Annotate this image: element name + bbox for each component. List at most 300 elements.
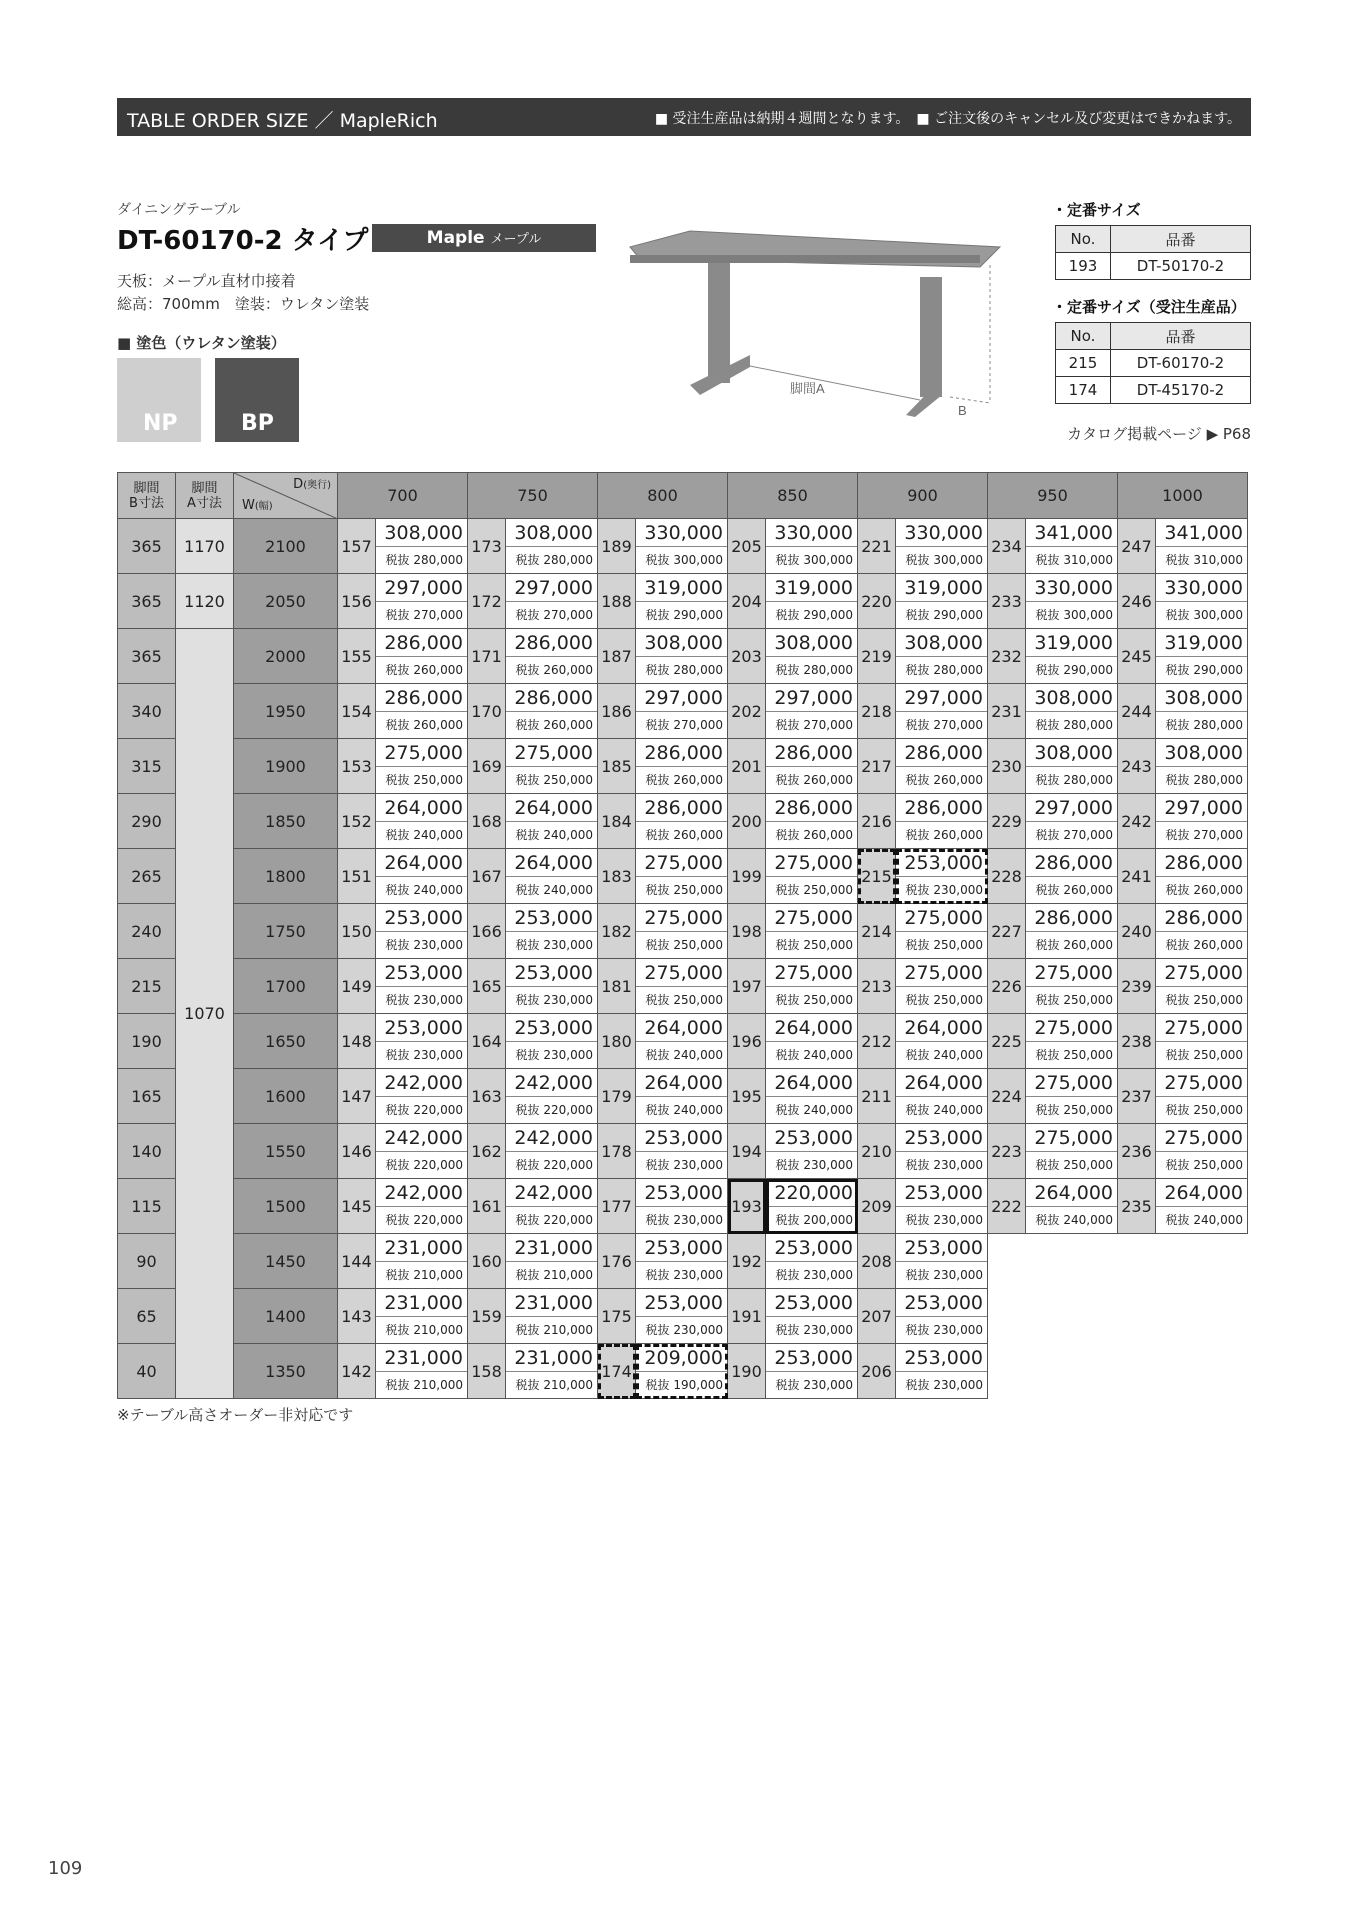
tax-value: 280,000: [933, 663, 983, 677]
tax-value: 220,000: [413, 1158, 463, 1172]
item-number[interactable]: 174: [598, 1344, 636, 1399]
item-number[interactable]: 216: [858, 794, 896, 849]
price-cell[interactable]: [896, 1124, 988, 1179]
tax-excluded-price: [636, 767, 727, 793]
tax-excluded-price: [766, 602, 857, 628]
price-cell[interactable]: [506, 959, 598, 1014]
item-number[interactable]: 233: [988, 574, 1026, 629]
price: 242,000: [506, 1069, 597, 1097]
price-cell[interactable]: [766, 959, 858, 1014]
price-cell[interactable]: [896, 959, 988, 1014]
item-number[interactable]: 168: [468, 794, 506, 849]
price-cell[interactable]: [1156, 739, 1248, 794]
price-cell[interactable]: [1026, 684, 1118, 739]
price-cell[interactable]: [766, 739, 858, 794]
price-cell[interactable]: [766, 1069, 858, 1124]
tax-prefix: 税抜: [385, 1048, 414, 1062]
price-cell[interactable]: [896, 1069, 988, 1124]
tax-prefix: 税抜: [515, 828, 544, 842]
price-cell[interactable]: [506, 519, 598, 574]
price-cell[interactable]: [1026, 959, 1118, 1014]
price-cell[interactable]: [1026, 739, 1118, 794]
price: 264,000: [636, 1069, 727, 1097]
item-number[interactable]: 219: [858, 629, 896, 684]
tax-value: 280,000: [543, 553, 593, 567]
price: 231,000: [376, 1234, 467, 1262]
item-number[interactable]: 193: [728, 1179, 766, 1234]
price-cell[interactable]: [506, 1234, 598, 1289]
tax-value: 290,000: [803, 608, 853, 622]
price-cell[interactable]: [1156, 574, 1248, 629]
item-number[interactable]: 190: [728, 1344, 766, 1399]
price-cell[interactable]: [376, 849, 468, 904]
tax-excluded-price: [1156, 1097, 1247, 1123]
item-number[interactable]: 217: [858, 739, 896, 794]
tax-prefix: 税抜: [775, 1103, 804, 1117]
price-cell[interactable]: [636, 1289, 728, 1344]
price-cell[interactable]: [636, 739, 728, 794]
price: 286,000: [1156, 904, 1247, 932]
price-cell[interactable]: [1026, 849, 1118, 904]
price-cell[interactable]: [1026, 519, 1118, 574]
price-cell[interactable]: [376, 684, 468, 739]
item-number[interactable]: 234: [988, 519, 1026, 574]
price-cell[interactable]: [1026, 1014, 1118, 1069]
item-number[interactable]: 223: [988, 1124, 1026, 1179]
item-number[interactable]: 181: [598, 959, 636, 1014]
a-size: 1070: [176, 629, 234, 1399]
item-number[interactable]: 150: [338, 904, 376, 959]
price-cell[interactable]: [766, 1344, 858, 1399]
price-cell[interactable]: [376, 1289, 468, 1344]
b-size: 290: [118, 794, 176, 849]
price-cell[interactable]: [896, 1289, 988, 1344]
tax-value: 260,000: [413, 718, 463, 732]
price-cell[interactable]: [1026, 574, 1118, 629]
tax-prefix: 税抜: [905, 993, 934, 1007]
price-cell[interactable]: [506, 629, 598, 684]
b-size: 215: [118, 959, 176, 1014]
price-cell[interactable]: [766, 1289, 858, 1344]
price-cell[interactable]: [506, 1344, 598, 1399]
tax-value: 230,000: [933, 883, 983, 897]
price-cell[interactable]: [506, 1124, 598, 1179]
price-cell[interactable]: [896, 849, 988, 904]
price-cell[interactable]: [636, 684, 728, 739]
price-cell[interactable]: [376, 1234, 468, 1289]
item-number[interactable]: 184: [598, 794, 636, 849]
item-number[interactable]: 157: [338, 519, 376, 574]
b-size: 315: [118, 739, 176, 794]
item-number[interactable]: 154: [338, 684, 376, 739]
item-number[interactable]: 183: [598, 849, 636, 904]
item-number[interactable]: 238: [1118, 1014, 1156, 1069]
item-number[interactable]: 143: [338, 1289, 376, 1344]
price-cell[interactable]: [376, 1069, 468, 1124]
price-cell[interactable]: [766, 574, 858, 629]
tax-excluded-price: [376, 877, 467, 903]
item-number[interactable]: 200: [728, 794, 766, 849]
price: 275,000: [896, 959, 987, 987]
price-cell[interactable]: [636, 794, 728, 849]
price-cell[interactable]: [376, 1014, 468, 1069]
header-notice: ■ 受注生産品は納期４週間となります。 ■ ご注文後のキャンセル及び変更はできかねます。: [654, 111, 1241, 127]
item-number[interactable]: 247: [1118, 519, 1156, 574]
item-number[interactable]: 222: [988, 1179, 1026, 1234]
tax-prefix: 税抜: [1165, 773, 1194, 787]
spec-height: 総高：700mm 塗装：ウレタン塗装: [117, 295, 370, 313]
price-cell[interactable]: [1026, 1069, 1118, 1124]
price-cell[interactable]: [896, 574, 988, 629]
price-cell[interactable]: [636, 1344, 728, 1399]
price-cell[interactable]: [506, 739, 598, 794]
price-cell[interactable]: [1026, 1124, 1118, 1179]
price-cell[interactable]: [506, 1179, 598, 1234]
item-number[interactable]: 171: [468, 629, 506, 684]
price-cell[interactable]: [896, 519, 988, 574]
item-number[interactable]: 160: [468, 1234, 506, 1289]
item-number[interactable]: 237: [1118, 1069, 1156, 1124]
tax-prefix: 税抜: [1035, 1158, 1064, 1172]
price-cell[interactable]: [766, 794, 858, 849]
item-number[interactable]: 156: [338, 574, 376, 629]
item-number[interactable]: 166: [468, 904, 506, 959]
item-number[interactable]: 172: [468, 574, 506, 629]
price-cell[interactable]: [376, 959, 468, 1014]
item-number[interactable]: 148: [338, 1014, 376, 1069]
tax-value: 240,000: [413, 883, 463, 897]
b-size: 190: [118, 1014, 176, 1069]
item-number[interactable]: 175: [598, 1289, 636, 1344]
price: 209,000: [636, 1344, 727, 1372]
price-cell[interactable]: [506, 1014, 598, 1069]
tax-value: 280,000: [1063, 718, 1113, 732]
price-cell[interactable]: [506, 684, 598, 739]
item-number[interactable]: 189: [598, 519, 636, 574]
price-cell[interactable]: [506, 574, 598, 629]
item-number[interactable]: 224: [988, 1069, 1026, 1124]
tax-excluded-price: [636, 547, 727, 573]
item-number[interactable]: 209: [858, 1179, 896, 1234]
item-number[interactable]: 232: [988, 629, 1026, 684]
item-number[interactable]: 196: [728, 1014, 766, 1069]
price-cell[interactable]: [636, 574, 728, 629]
price: 220,000: [766, 1179, 857, 1207]
item-number[interactable]: 180: [598, 1014, 636, 1069]
tax-value: 230,000: [543, 1048, 593, 1062]
tax-excluded-price: [506, 877, 597, 903]
price-cell[interactable]: [636, 904, 728, 959]
item-number[interactable]: 161: [468, 1179, 506, 1234]
item-number[interactable]: 236: [1118, 1124, 1156, 1179]
price-cell[interactable]: [1026, 794, 1118, 849]
price-cell[interactable]: [636, 1179, 728, 1234]
price-cell[interactable]: [636, 1014, 728, 1069]
price-cell[interactable]: [376, 574, 468, 629]
price-cell[interactable]: [506, 1289, 598, 1344]
item-number[interactable]: 195: [728, 1069, 766, 1124]
price-cell[interactable]: [896, 1234, 988, 1289]
price: 253,000: [506, 959, 597, 987]
item-number[interactable]: 179: [598, 1069, 636, 1124]
item-number[interactable]: 244: [1118, 684, 1156, 739]
item-number[interactable]: 177: [598, 1179, 636, 1234]
price-cell[interactable]: [1026, 629, 1118, 684]
item-number[interactable]: 211: [858, 1069, 896, 1124]
item-number[interactable]: 240: [1118, 904, 1156, 959]
price-cell[interactable]: [896, 1014, 988, 1069]
item-number[interactable]: 246: [1118, 574, 1156, 629]
price-cell[interactable]: [636, 519, 728, 574]
price-cell[interactable]: [376, 519, 468, 574]
tax-value: 210,000: [543, 1323, 593, 1337]
item-number[interactable]: 204: [728, 574, 766, 629]
price-cell[interactable]: [1156, 1069, 1248, 1124]
tax-prefix: 税抜: [515, 938, 544, 952]
empty-cell: [1026, 1344, 1118, 1399]
tax-prefix: 税抜: [515, 1048, 544, 1062]
item-number[interactable]: 230: [988, 739, 1026, 794]
tax-prefix: 税抜: [385, 718, 414, 732]
b-size: 115: [118, 1179, 176, 1234]
tax-value: 260,000: [933, 773, 983, 787]
item-number[interactable]: 165: [468, 959, 506, 1014]
item-number[interactable]: 152: [338, 794, 376, 849]
price-cell[interactable]: [896, 629, 988, 684]
item-number[interactable]: 167: [468, 849, 506, 904]
item-number[interactable]: 229: [988, 794, 1026, 849]
tax-prefix: 税抜: [385, 1158, 414, 1172]
price-cell[interactable]: [376, 794, 468, 849]
item-number[interactable]: 162: [468, 1124, 506, 1179]
price: 264,000: [1156, 1179, 1247, 1207]
price-cell[interactable]: [1156, 629, 1248, 684]
tax-prefix: 税抜: [775, 1323, 804, 1337]
item-number[interactable]: 163: [468, 1069, 506, 1124]
item-number[interactable]: 226: [988, 959, 1026, 1014]
price-cell[interactable]: [1156, 904, 1248, 959]
tax-excluded-price: [636, 1152, 727, 1178]
empty-cell: [988, 1344, 1026, 1399]
price-cell[interactable]: [376, 739, 468, 794]
item-number[interactable]: 158: [468, 1344, 506, 1399]
price-cell[interactable]: [506, 794, 598, 849]
tax-prefix: 税抜: [645, 993, 674, 1007]
price: 242,000: [506, 1124, 597, 1152]
item-number[interactable]: 147: [338, 1069, 376, 1124]
item-number[interactable]: 192: [728, 1234, 766, 1289]
price-cell[interactable]: [636, 959, 728, 1014]
tax-value: 290,000: [673, 608, 723, 622]
price-cell[interactable]: [896, 684, 988, 739]
tax-value: 280,000: [413, 553, 463, 567]
tax-excluded-price: [376, 1097, 467, 1123]
price-cell[interactable]: [766, 1234, 858, 1289]
price-cell[interactable]: [506, 904, 598, 959]
price-cell[interactable]: [1156, 794, 1248, 849]
b-size: 365: [118, 519, 176, 574]
tax-prefix: 税抜: [515, 883, 544, 897]
item-number[interactable]: 243: [1118, 739, 1156, 794]
price: 275,000: [1026, 1124, 1117, 1152]
price-cell[interactable]: [766, 849, 858, 904]
item-number[interactable]: 241: [1118, 849, 1156, 904]
item-number[interactable]: 149: [338, 959, 376, 1014]
price: 319,000: [766, 574, 857, 602]
item-number[interactable]: 146: [338, 1124, 376, 1179]
item-number[interactable]: 201: [728, 739, 766, 794]
item-number[interactable]: 164: [468, 1014, 506, 1069]
price-cell[interactable]: [376, 629, 468, 684]
item-number[interactable]: 169: [468, 739, 506, 794]
item-number[interactable]: 239: [1118, 959, 1156, 1014]
price-cell[interactable]: [766, 519, 858, 574]
tax-value: 230,000: [673, 1213, 723, 1227]
order-no: 215: [1056, 350, 1111, 377]
price-cell[interactable]: [506, 849, 598, 904]
item-number[interactable]: 197: [728, 959, 766, 1014]
item-number[interactable]: 215: [858, 849, 896, 904]
price: 275,000: [636, 849, 727, 877]
item-number[interactable]: 194: [728, 1124, 766, 1179]
w-size: 2100: [234, 519, 338, 574]
price-cell[interactable]: [896, 1179, 988, 1234]
price-cell[interactable]: [896, 904, 988, 959]
item-number[interactable]: 214: [858, 904, 896, 959]
item-number[interactable]: 178: [598, 1124, 636, 1179]
price-cell[interactable]: [1156, 1179, 1248, 1234]
price-cell[interactable]: [766, 1179, 858, 1234]
item-number[interactable]: 199: [728, 849, 766, 904]
item-number[interactable]: 213: [858, 959, 896, 1014]
item-number[interactable]: 173: [468, 519, 506, 574]
item-number[interactable]: 198: [728, 904, 766, 959]
price-cell[interactable]: [636, 629, 728, 684]
item-number[interactable]: 206: [858, 1344, 896, 1399]
item-number[interactable]: 142: [338, 1344, 376, 1399]
price-cell[interactable]: [896, 739, 988, 794]
tax-value: 250,000: [543, 773, 593, 787]
item-number[interactable]: 208: [858, 1234, 896, 1289]
tax-excluded-price: [766, 657, 857, 683]
price-cell[interactable]: [1026, 904, 1118, 959]
price-cell[interactable]: [376, 1344, 468, 1399]
price-cell[interactable]: [766, 629, 858, 684]
price-cell[interactable]: [636, 849, 728, 904]
price: 231,000: [506, 1344, 597, 1372]
tax-excluded-price: [636, 932, 727, 958]
price-cell[interactable]: [766, 684, 858, 739]
item-number[interactable]: 242: [1118, 794, 1156, 849]
tax-excluded-price: [896, 657, 987, 683]
price: 275,000: [896, 904, 987, 932]
price-cell[interactable]: [506, 1069, 598, 1124]
price: 308,000: [636, 629, 727, 657]
tax-excluded-price: [1026, 657, 1117, 683]
item-number[interactable]: 205: [728, 519, 766, 574]
price-cell[interactable]: [636, 1124, 728, 1179]
item-number[interactable]: 159: [468, 1289, 506, 1344]
item-number[interactable]: 235: [1118, 1179, 1156, 1234]
swatch-np[interactable]: [117, 358, 201, 442]
tax-prefix: 税抜: [775, 883, 804, 897]
tax-value: 230,000: [933, 1213, 983, 1227]
swatch-bp[interactable]: [215, 358, 299, 442]
item-number[interactable]: 188: [598, 574, 636, 629]
price-cell[interactable]: [1156, 849, 1248, 904]
tax-value: 250,000: [673, 883, 723, 897]
tax-prefix: 税抜: [515, 1323, 544, 1337]
item-number[interactable]: 182: [598, 904, 636, 959]
price-cell[interactable]: [896, 1344, 988, 1399]
price-cell[interactable]: [766, 904, 858, 959]
price-cell[interactable]: [766, 1014, 858, 1069]
price: 286,000: [1156, 849, 1247, 877]
tax-excluded-price: [766, 877, 857, 903]
price-cell[interactable]: [1156, 684, 1248, 739]
price-cell[interactable]: [766, 1124, 858, 1179]
tax-prefix: 税抜: [1165, 1103, 1194, 1117]
item-number[interactable]: 218: [858, 684, 896, 739]
item-number[interactable]: 191: [728, 1289, 766, 1344]
price-cell[interactable]: [896, 794, 988, 849]
item-number[interactable]: 227: [988, 904, 1026, 959]
item-number[interactable]: 176: [598, 1234, 636, 1289]
item-number[interactable]: 185: [598, 739, 636, 794]
item-number[interactable]: 231: [988, 684, 1026, 739]
item-number[interactable]: 151: [338, 849, 376, 904]
price-cell[interactable]: [376, 1179, 468, 1234]
item-number[interactable]: 221: [858, 519, 896, 574]
item-number[interactable]: 207: [858, 1289, 896, 1344]
price-cell[interactable]: [1156, 959, 1248, 1014]
tax-prefix: 税抜: [385, 1378, 414, 1392]
price-cell[interactable]: [1156, 519, 1248, 574]
tax-value: 220,000: [413, 1213, 463, 1227]
item-number[interactable]: 220: [858, 574, 896, 629]
item-number[interactable]: 203: [728, 629, 766, 684]
item-number[interactable]: 212: [858, 1014, 896, 1069]
item-number[interactable]: 228: [988, 849, 1026, 904]
item-number[interactable]: 202: [728, 684, 766, 739]
item-number[interactable]: 153: [338, 739, 376, 794]
catalog-page-link[interactable]: カタログ掲載ページ ▶ P68: [1067, 425, 1251, 443]
item-number[interactable]: 155: [338, 629, 376, 684]
tax-excluded-price: [1026, 1097, 1117, 1123]
price-cell[interactable]: [636, 1069, 728, 1124]
item-number[interactable]: 170: [468, 684, 506, 739]
tax-prefix: 税抜: [1035, 773, 1064, 787]
item-number[interactable]: 144: [338, 1234, 376, 1289]
item-number[interactable]: 187: [598, 629, 636, 684]
tax-prefix: 税抜: [775, 663, 804, 677]
price-cell[interactable]: [1026, 1179, 1118, 1234]
tax-excluded-price: [766, 1207, 857, 1233]
tax-excluded-price: [1156, 987, 1247, 1013]
price-cell[interactable]: [376, 904, 468, 959]
price-cell[interactable]: [376, 1124, 468, 1179]
tax-excluded-price: [376, 712, 467, 738]
header-w-sub: (幅): [254, 501, 273, 512]
item-number[interactable]: 245: [1118, 629, 1156, 684]
item-number[interactable]: 225: [988, 1014, 1026, 1069]
price-cell[interactable]: [1156, 1124, 1248, 1179]
price-cell[interactable]: [636, 1234, 728, 1289]
item-number[interactable]: 210: [858, 1124, 896, 1179]
price-cell[interactable]: [1156, 1014, 1248, 1069]
item-number[interactable]: 145: [338, 1179, 376, 1234]
item-number[interactable]: 186: [598, 684, 636, 739]
